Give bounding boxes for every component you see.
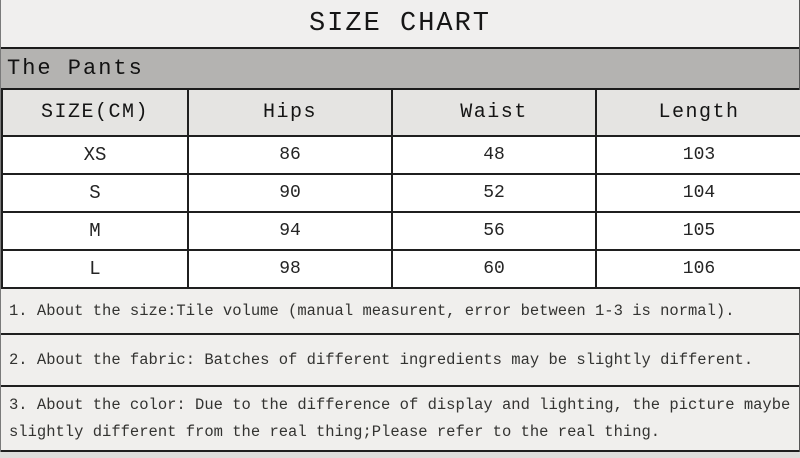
table-row-s bbox=[2, 174, 800, 212]
hips-value: 94 bbox=[188, 212, 392, 250]
waist-value: 52 bbox=[392, 174, 596, 212]
length-value: 105 bbox=[596, 212, 800, 250]
column-header-waist: Waist bbox=[392, 90, 596, 136]
table-row-m bbox=[2, 212, 800, 250]
waist-value: 60 bbox=[392, 250, 596, 288]
page-title: SIZE CHART bbox=[308, 8, 492, 39]
product-name: The Pants bbox=[7, 56, 144, 81]
table-row-l bbox=[2, 250, 800, 288]
product-bar bbox=[1, 49, 799, 90]
column-header-length: Length bbox=[596, 90, 800, 136]
hips-value: 90 bbox=[188, 174, 392, 212]
notes-section bbox=[1, 289, 799, 452]
size-label: XS bbox=[2, 136, 188, 174]
length-value: 103 bbox=[596, 136, 800, 174]
size-label: M bbox=[2, 212, 188, 250]
length-value: 106 bbox=[596, 250, 800, 288]
note-color: 3. About the color: Due to the difference of display and lighting, the picture maybe slightly different from the real thing;Please refer to the real thing. bbox=[1, 387, 799, 452]
waist-value: 48 bbox=[392, 136, 596, 174]
hips-value: 86 bbox=[188, 136, 392, 174]
waist-value: 56 bbox=[392, 212, 596, 250]
size-label: S bbox=[2, 174, 188, 212]
hips-value: 98 bbox=[188, 250, 392, 288]
size-label: L bbox=[2, 250, 188, 288]
column-header-hips: Hips bbox=[188, 90, 392, 136]
size-table bbox=[1, 90, 800, 289]
size-table-header-row bbox=[2, 90, 800, 136]
table-row-xs bbox=[2, 136, 800, 174]
note-size: 1. About the size:Tile volume (manual measurent, error between 1-3 is normal). bbox=[1, 289, 799, 335]
column-header-size: SIZE(CM) bbox=[2, 90, 188, 136]
length-value: 104 bbox=[596, 174, 800, 212]
note-fabric: 2. About the fabric: Batches of different ingredients may be slightly different. bbox=[1, 335, 799, 387]
title-bar bbox=[1, 0, 799, 49]
